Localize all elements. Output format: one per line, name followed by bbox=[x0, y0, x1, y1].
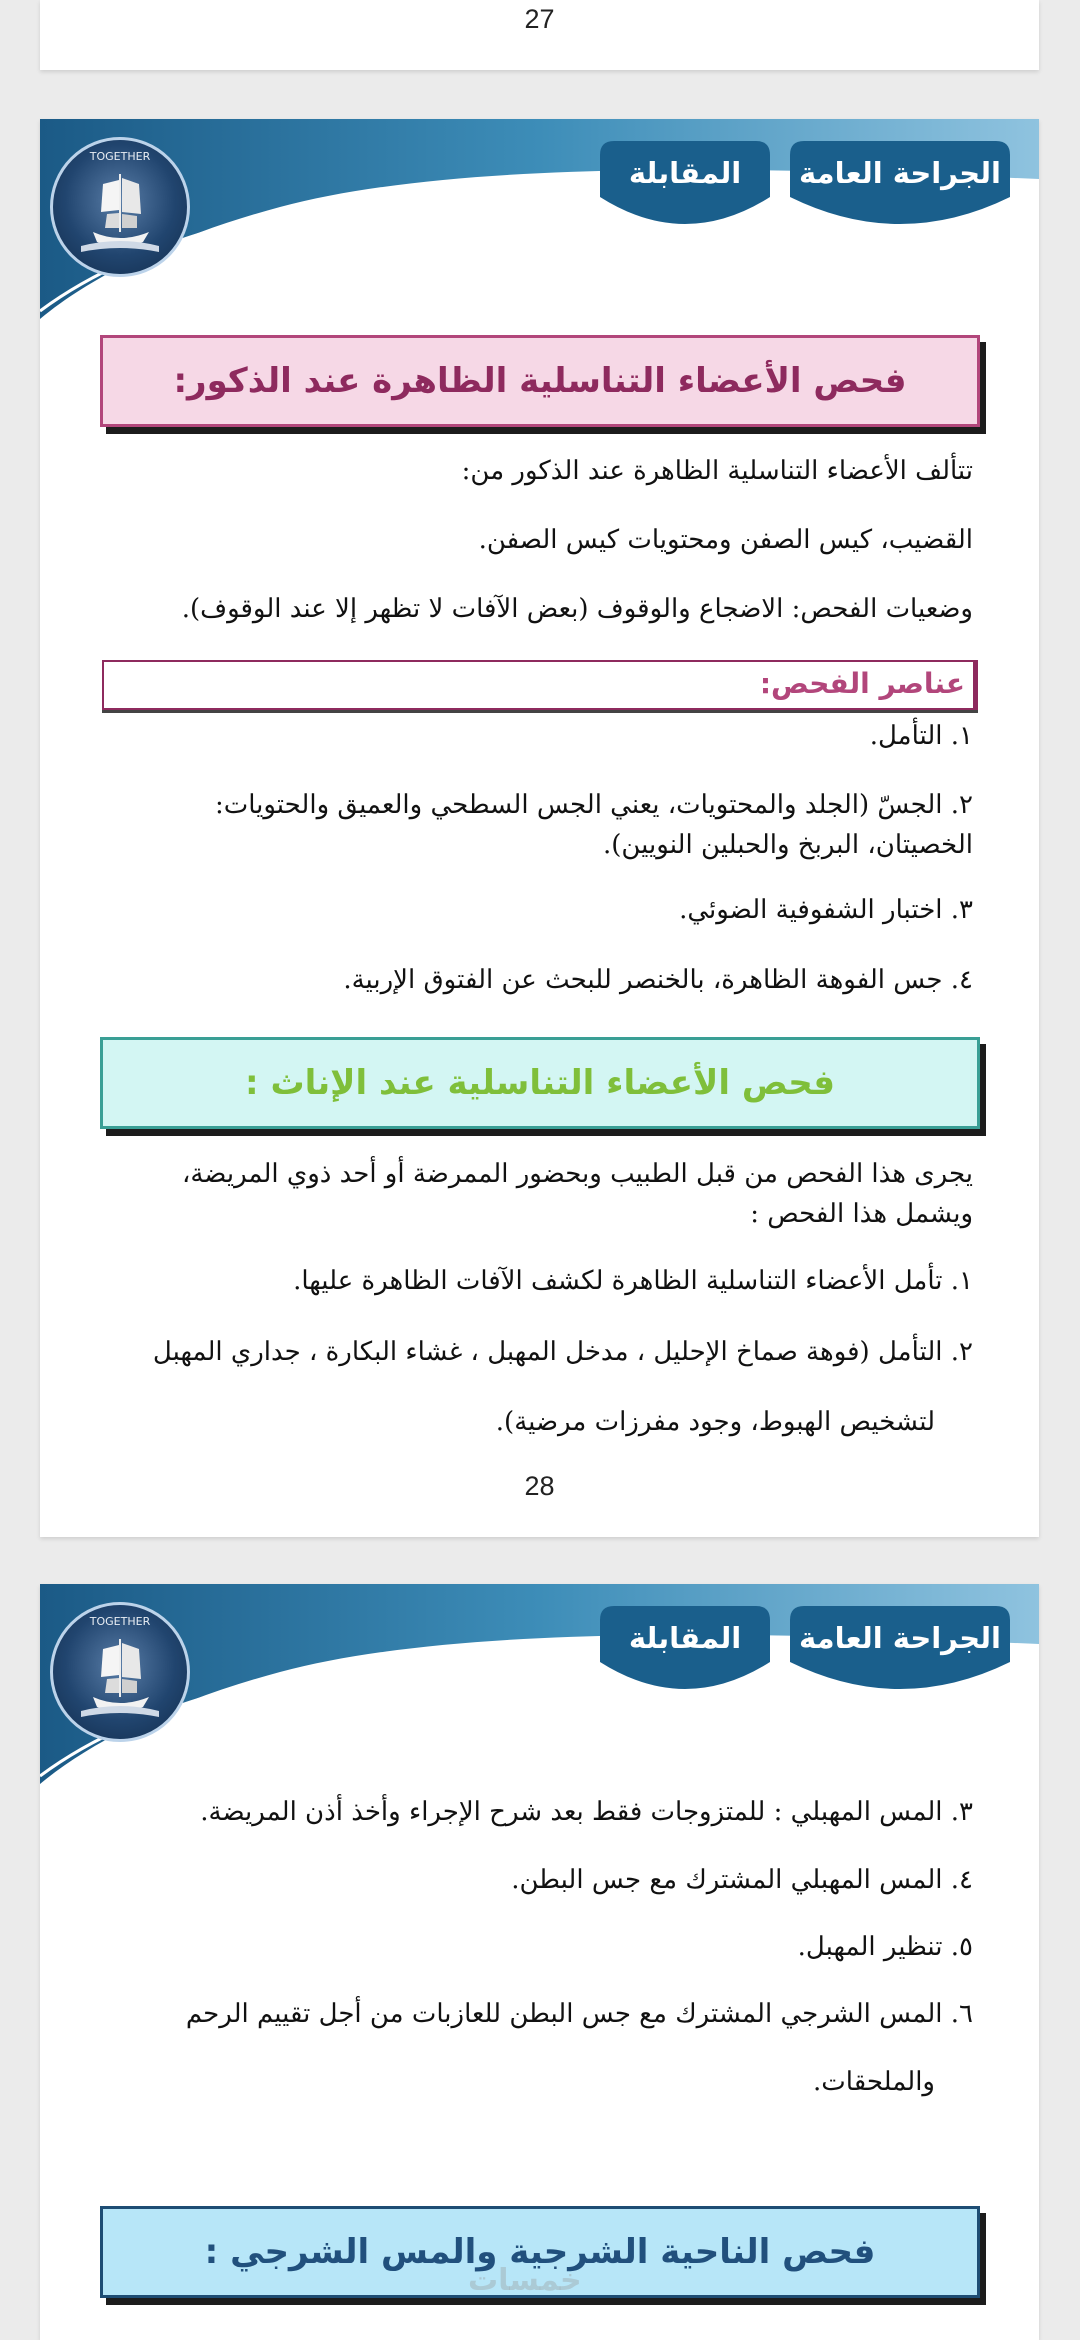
page-28 bbox=[40, 119, 1039, 1537]
female-item-6: ٦. المس الشرجي المشترك مع جس البطن للعازبات من أجل تقييم الرحم bbox=[185, 1999, 973, 2029]
female-intro-1: يجرى هذا الفحص من قبل الطبيب وبحضور الممرضة أو أحد ذوي المريضة، bbox=[181, 1159, 973, 1189]
tab-general-surgery-label: الجراحة العامة bbox=[799, 1621, 1001, 1655]
together-logo bbox=[50, 1602, 190, 1742]
male-paragraph-3: وضعيات الفحص: الاضجاع والوقوف (بعض الآفات لا تظهر إلا عند الوقوف). bbox=[181, 594, 973, 624]
tab-general-surgery-label: الجراحة العامة bbox=[799, 156, 1001, 190]
tab-interview-label: المقابلة bbox=[628, 1621, 742, 1655]
tab-interview[interactable] bbox=[600, 1606, 770, 1706]
female-item-2: ٢. التأمل (فوهة صماخ الإحليل ، مدخل المهبل ، غشاء البكارة ، جداري المهبل bbox=[152, 1337, 973, 1367]
female-item-2-cont: لتشخيص الهبوط، وجود مفرزات مرضية). bbox=[495, 1407, 935, 1437]
male-item-3: ٣. اختبار الشفوفية الضوئي. bbox=[679, 895, 973, 925]
male-section-title: فحص الأعضاء التناسلية الظاهرة عند الذكور: bbox=[100, 335, 980, 427]
tab-general-surgery[interactable] bbox=[790, 1606, 1010, 1706]
logo-text: TOGETHER bbox=[89, 150, 151, 163]
female-item-4: ٤. المس المهبلي المشترك مع جس البطن. bbox=[511, 1865, 973, 1895]
tab-general-surgery[interactable] bbox=[790, 141, 1010, 241]
exam-elements-heading: عناصر الفحص: bbox=[102, 660, 978, 710]
female-intro-2: ويشمل هذا الفحص : bbox=[750, 1199, 973, 1229]
page-number: 28 bbox=[524, 1471, 555, 1501]
male-paragraph-2: القضيب، كيس الصفن ومحتويات كيس الصفن. bbox=[478, 525, 973, 555]
male-paragraph-1: تتألف الأعضاء التناسلية الظاهرة عند الذكور من: bbox=[461, 456, 973, 486]
together-logo bbox=[50, 137, 190, 277]
female-section-title: فحص الأعضاء التناسلية عند الإناث : bbox=[100, 1037, 980, 1129]
female-item-5: ٥. تنظير المهبل. bbox=[797, 1932, 973, 1962]
page-number: 27 bbox=[524, 4, 555, 34]
page-29 bbox=[40, 1584, 1039, 2340]
male-item-4: ٤. جس الفوهة الظاهرة، بالخنصر للبحث عن الفتوق الإربية. bbox=[343, 965, 973, 995]
female-item-6-cont: والملحقات. bbox=[813, 2067, 935, 2097]
male-item-2: ٢. الجسّ (الجلد والمحتويات، يعني الجس السطحي والعميق والحتويات: bbox=[214, 790, 973, 820]
female-item-3: ٣. المس المهبلي : للمتزوجات فقط بعد شرح الإجراء وأخذ أذن المريضة. bbox=[200, 1797, 973, 1827]
logo-text: TOGETHER bbox=[89, 1615, 151, 1628]
watermark: خمسات bbox=[468, 2263, 582, 2298]
male-item-2-cont: الخصيتان، البربخ والحبلين النويين). bbox=[602, 830, 973, 860]
page-27 bbox=[40, 0, 1039, 70]
male-item-1: ١. التأمل. bbox=[869, 721, 973, 751]
tab-interview-label: المقابلة bbox=[628, 156, 742, 190]
anal-section-title: فحص الناحية الشرجية والمس الشرجي : bbox=[100, 2206, 980, 2298]
female-item-1: ١. تأمل الأعضاء التناسلية الظاهرة لكشف الآفات الظاهرة عليها. bbox=[293, 1266, 973, 1296]
tab-interview[interactable] bbox=[600, 141, 770, 241]
